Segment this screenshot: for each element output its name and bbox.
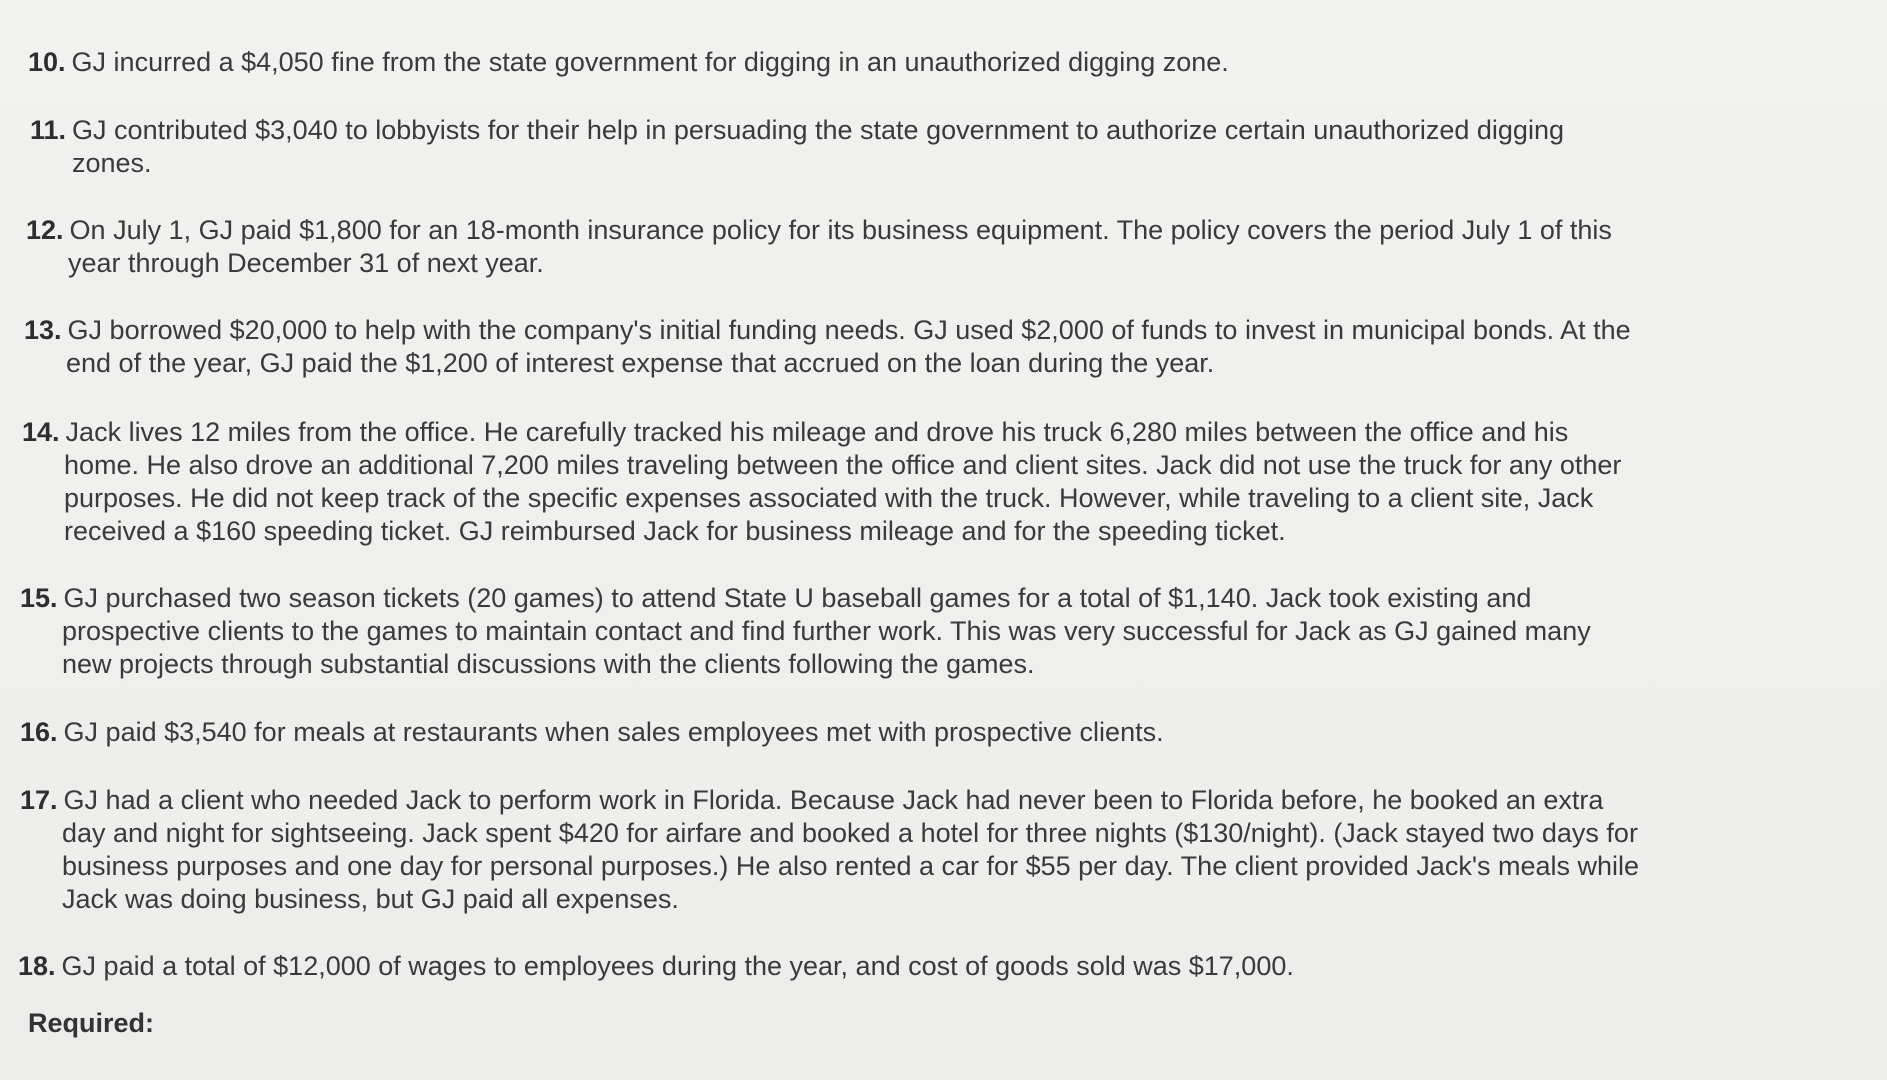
- item-text: GJ borrowed $20,000 to help with the company's initial funding needs. GJ used $2,000 of funds to invest in municipal bonds. At the: [67, 315, 1631, 345]
- item-13: [24, 314, 1804, 380]
- item-text: GJ contributed $3,040 to lobbyists for their help in persuading the state government to authorize certain unauthorized digging: [72, 115, 1564, 145]
- required-heading: Required:: [28, 1008, 155, 1038]
- item-line: end of the year, GJ paid the $1,200 of interest expense that accrued on the loan during the year.: [66, 348, 1215, 378]
- item-line: prospective clients to the games to maintain contact and find further work. This was very successful for Jack as GJ gained many: [62, 616, 1591, 646]
- item-line: purposes. He did not keep track of the specific expenses associated with the truck. However, while traveling to a client site, Jack: [64, 483, 1594, 513]
- item-number: 10.: [28, 47, 66, 77]
- item-text: GJ paid a total of $12,000 of wages to employees during the year, and cost of goods sold was $17,000.: [61, 951, 1294, 981]
- item-12: [26, 214, 1806, 280]
- item-line: [20, 716, 1800, 749]
- item-text: GJ purchased two season tickets (20 games) to attend State U baseball games for a total of $1,140. Jack took existing and: [63, 583, 1532, 613]
- item-line: business purposes and one day for personal purposes.) He also rented a car for $55 per day. The client provided Jack's meals while: [62, 851, 1640, 881]
- item-17: [20, 784, 1800, 916]
- item-10: [28, 46, 1808, 79]
- item-number: 17.: [20, 785, 58, 815]
- item-line: [18, 950, 1798, 983]
- item-text: GJ paid $3,540 for meals at restaurants when sales employees met with prospective clients.: [63, 717, 1164, 747]
- item-16: [20, 716, 1800, 749]
- item-line: new projects through substantial discussions with the clients following the games.: [62, 649, 1035, 679]
- item-line: [20, 784, 1800, 817]
- item-line: received a $160 speeding ticket. GJ reimbursed Jack for business mileage and for the speeding ticket.: [64, 516, 1286, 546]
- item-line: [30, 114, 1810, 147]
- item-text: GJ incurred a $4,050 fine from the state government for digging in an unauthorized digging zone.: [71, 47, 1229, 77]
- item-14: [22, 416, 1802, 548]
- item-line: [24, 314, 1804, 347]
- item-line: [28, 46, 1808, 79]
- item-18: [18, 950, 1798, 983]
- item-line: [20, 582, 1800, 615]
- item-11: [30, 114, 1810, 180]
- item-number: 14.: [22, 417, 60, 447]
- item-15: [20, 582, 1800, 681]
- item-number: 12.: [26, 215, 64, 245]
- item-line: zones.: [72, 148, 152, 178]
- item-line: [26, 214, 1806, 247]
- item-line: year through December 31 of next year.: [68, 248, 544, 278]
- item-text: On July 1, GJ paid $1,800 for an 18-month insurance policy for its business equipment. The policy covers the period July 1 of this: [69, 215, 1612, 245]
- item-line: home. He also drove an additional 7,200 miles traveling between the office and client sites. Jack did not use the truck for any other: [64, 450, 1622, 480]
- item-line: Jack was doing business, but GJ paid all expenses.: [62, 884, 679, 914]
- item-number: 11.: [30, 115, 67, 145]
- item-number: 18.: [18, 951, 56, 981]
- item-number: 15.: [20, 583, 58, 613]
- item-line: [22, 416, 1802, 449]
- item-text: Jack lives 12 miles from the office. He carefully tracked his mileage and drove his truck 6,280 miles between the office and his: [65, 417, 1569, 447]
- item-text: GJ had a client who needed Jack to perform work in Florida. Because Jack had never been to Florida before, he booked an extra: [63, 785, 1604, 815]
- item-line: day and night for sightseeing. Jack spent $420 for airfare and booked a hotel for three nights ($130/night). (Jack stayed two days for: [62, 818, 1638, 848]
- item-number: 13.: [24, 315, 62, 345]
- item-number: 16.: [20, 717, 58, 747]
